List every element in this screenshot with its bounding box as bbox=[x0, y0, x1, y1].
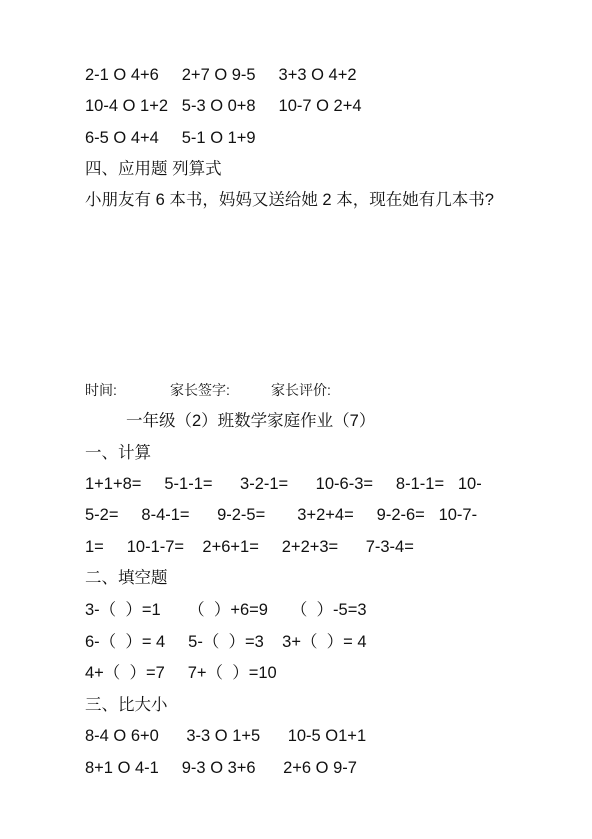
footer-time-label: 时间: bbox=[85, 382, 117, 398]
compare-bottom-row-1: 8-4 O 6+0 3-3 O 1+5 10-5 O1+1 bbox=[85, 727, 367, 745]
homework-title: 一年级（2）班数学家庭作业（7） bbox=[126, 412, 376, 430]
section-2-heading: 二、填空题 bbox=[85, 569, 168, 587]
footer-parent-eval-label: 家长评价: bbox=[271, 382, 331, 398]
compare-bottom-row-2: 8+1 O 4-1 9-3 O 3+6 2+6 O 9-7 bbox=[85, 759, 357, 777]
fill-row-1: 3-（ ）=1 （ ）+6=9 （ ）-5=3 bbox=[85, 601, 367, 619]
section-4-heading: 四、应用题 列算式 bbox=[85, 160, 222, 178]
compare-row-3: 6-5 O 4+4 5-1 O 1+9 bbox=[85, 129, 256, 147]
compare-row-2: 10-4 O 1+2 5-3 O 0+8 10-7 O 2+4 bbox=[85, 97, 362, 115]
footer-parent-sign-label: 家长签字: bbox=[170, 382, 230, 398]
word-problem-question: 小朋友有 6 本书，妈妈又送给她 2 本，现在她有几本书? bbox=[85, 191, 494, 209]
compare-row-1: 2-1 O 4+6 2+7 O 9-5 3+3 O 4+2 bbox=[85, 66, 357, 84]
calc-row-2: 5-2= 8-4-1= 9-2-5= 3+2+4= 9-2-6= 10-7- bbox=[85, 506, 478, 524]
section-1-heading: 一、计算 bbox=[85, 444, 151, 462]
fill-row-3: 4+（ ）=7 7+（ ）=10 bbox=[85, 664, 277, 682]
calc-row-3: 1= 10-1-7= 2+6+1= 2+2+3= 7-3-4= bbox=[85, 538, 414, 556]
fill-row-2: 6-（ ）= 4 5-（ ）=3 3+（ ）= 4 bbox=[85, 633, 367, 651]
section-3-heading: 三、比大小 bbox=[85, 696, 168, 714]
calc-row-1: 1+1+8= 5-1-1= 3-2-1= 10-6-3= 8-1-1= 10- bbox=[85, 475, 482, 493]
